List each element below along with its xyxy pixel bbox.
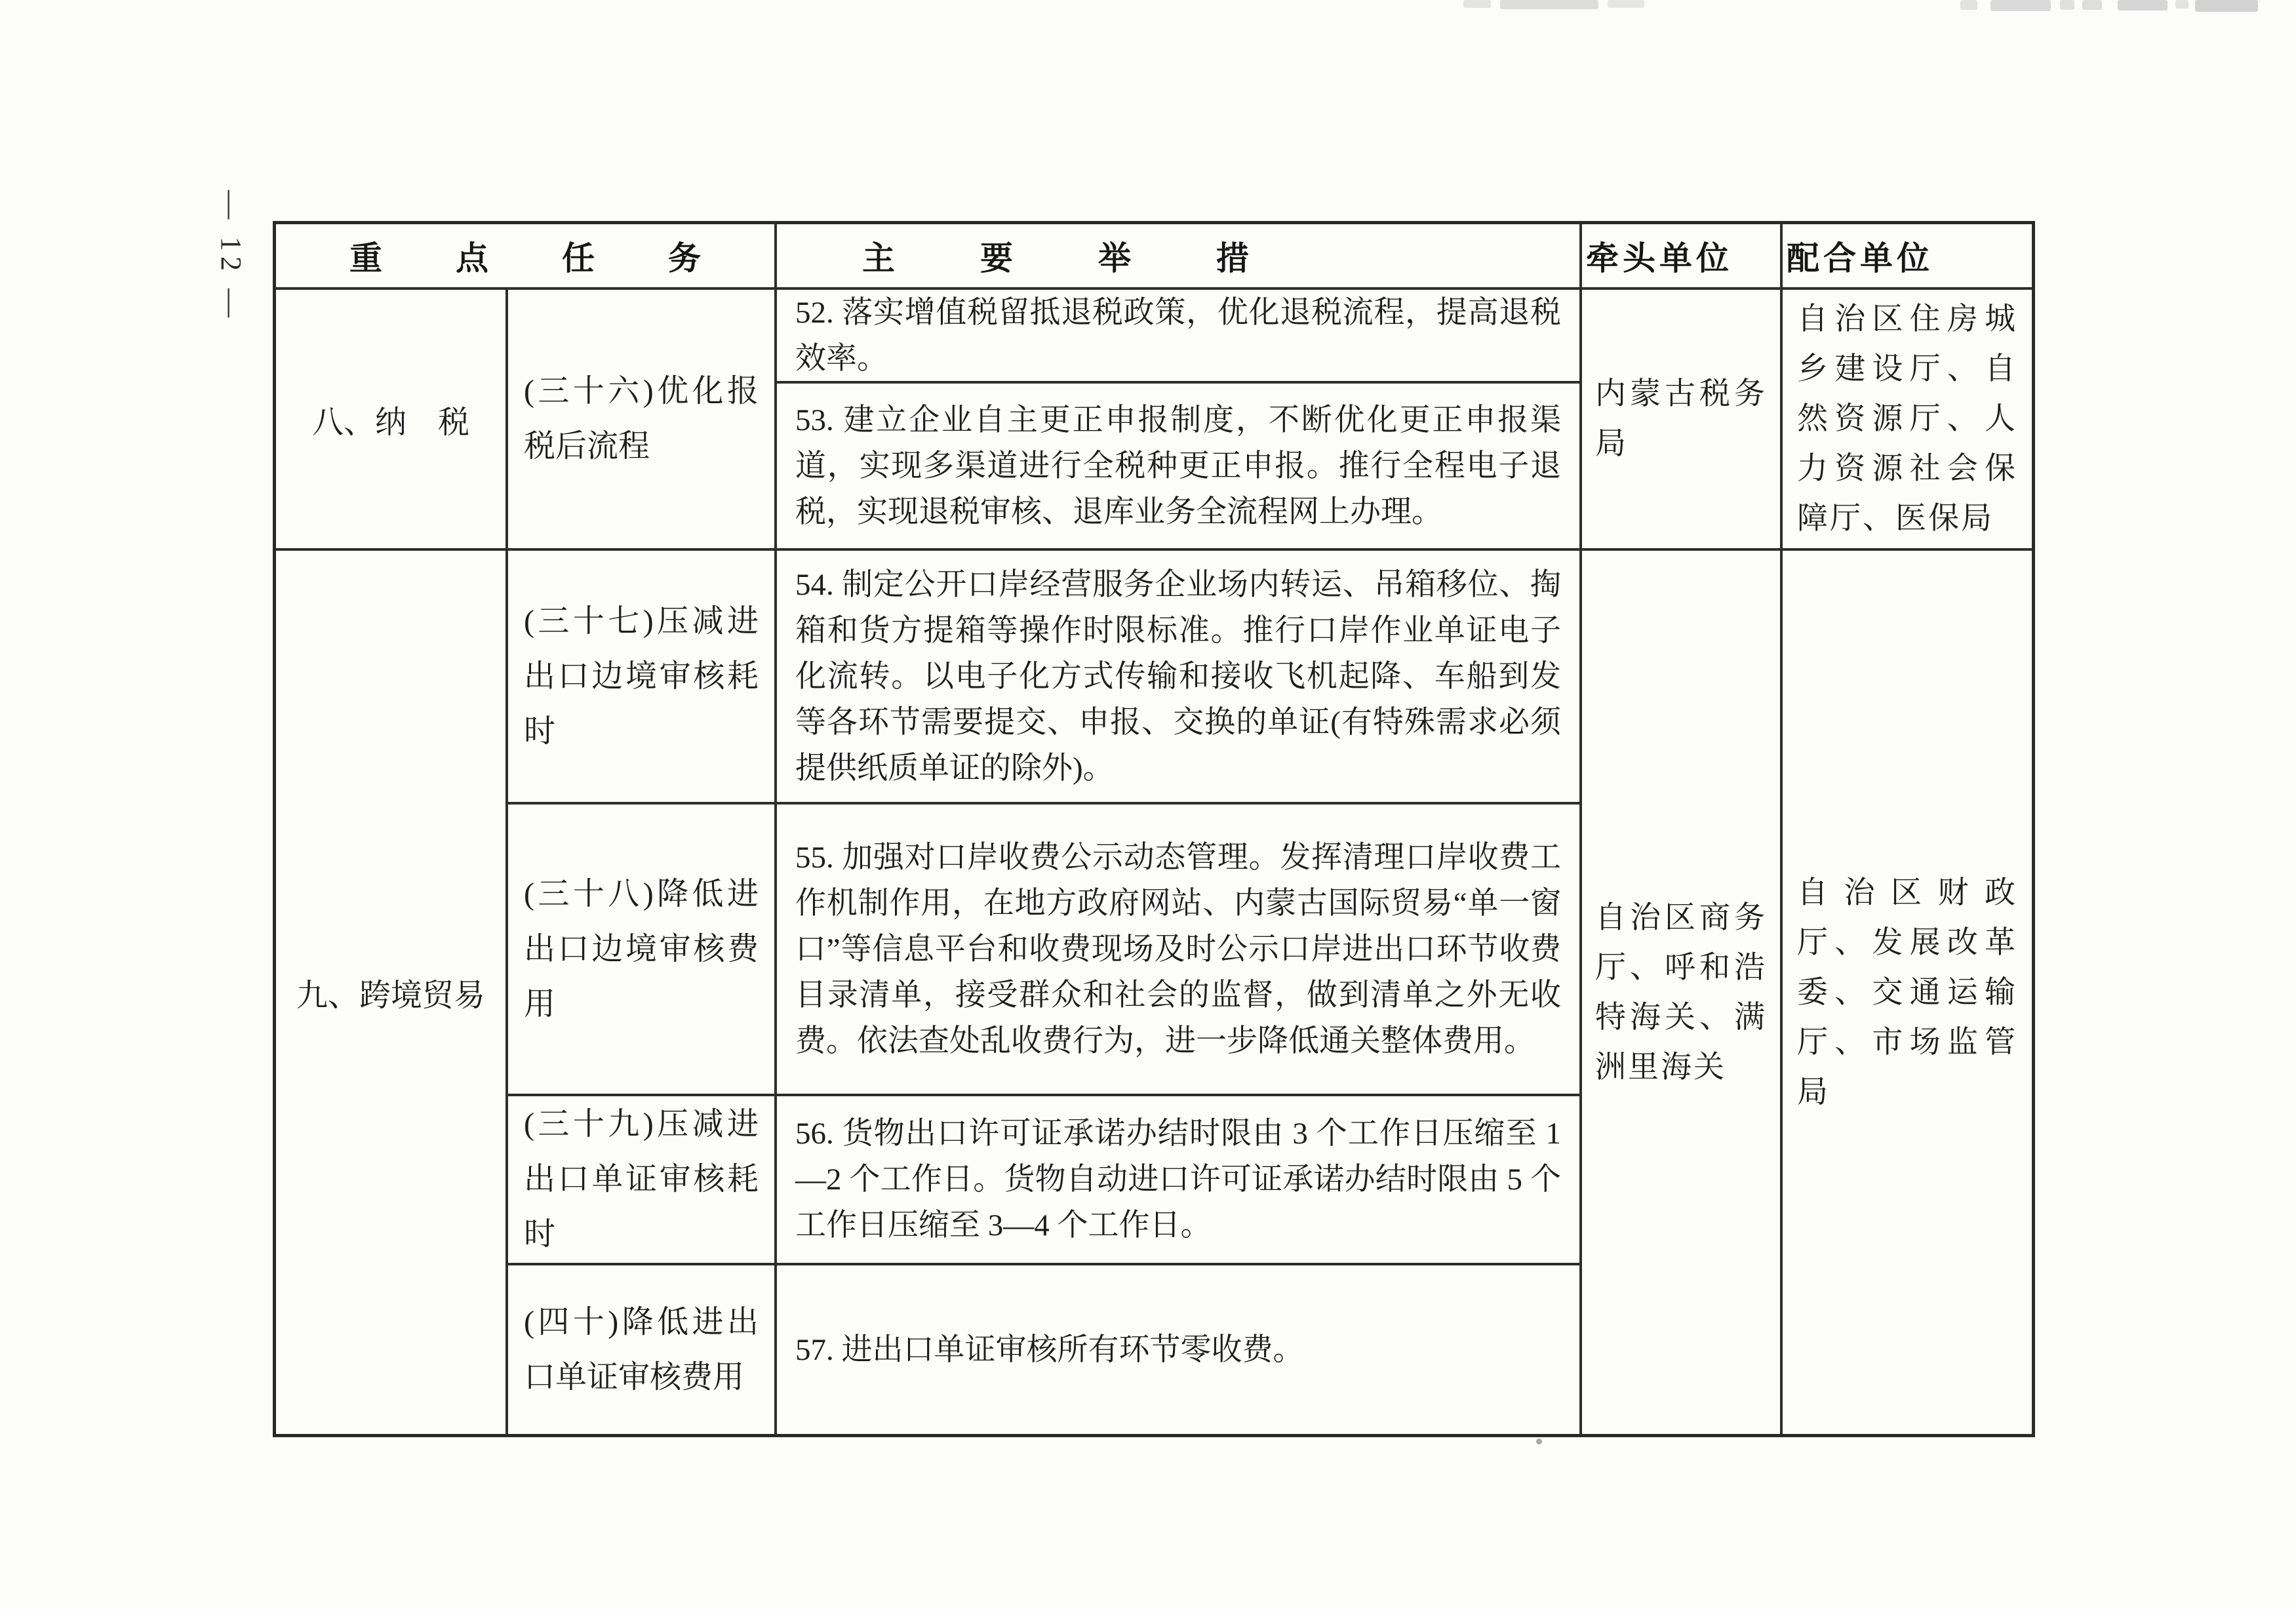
category-taxation-label: 八、纳 税: [311, 405, 469, 440]
subtask-36-label: (三十六)优化报税后流程: [524, 374, 759, 464]
lead-unit-cross-border-text: 自治区商务厅、呼和浩特海关、满洲里海关: [1595, 900, 1767, 1084]
scan-artifact: [2175, 0, 2188, 9]
scan-artifact: [2195, 0, 2258, 12]
measure-57: [777, 1265, 1582, 1434]
scan-artifact: [1990, 0, 2051, 11]
header-lead-unit: [1582, 224, 1783, 290]
scan-artifact: [2118, 0, 2167, 10]
subtask-36: [508, 290, 777, 551]
measure-57-text: 57. 进出口单证审核所有环节零收费。: [795, 1332, 1304, 1367]
scan-artifact: [1500, 0, 1598, 9]
lead-unit-cross-border: [1582, 551, 1783, 1434]
subtask-39: [508, 1096, 777, 1265]
header-lead-unit-label: 牵头单位: [1586, 240, 1733, 277]
measure-55-text: 55. 加强对口岸收费公示动态管理。发挥清理口岸收费工作机制作用，在地方政府网站、内蒙古国际贸易“单一窗口”等信息平台和收费现场及时公示口岸进出口环节收费目录清单，接受群众和社会的监督，做到清单之外无收费。依法查处乱收费行为，进一步降低通关整体费用。: [795, 840, 1561, 1058]
category-taxation: [276, 290, 508, 551]
scan-artifact: [1536, 1439, 1542, 1444]
scan-artifact: [1463, 0, 1491, 8]
category-cross-border-trade: [276, 551, 508, 1434]
support-unit-taxation-text: 自治区住房城乡建设厅、自然资源厅、人力资源社会保障厅、医保局: [1797, 302, 2017, 536]
support-unit-taxation: [1783, 290, 2032, 551]
scan-artifact: [2060, 0, 2074, 10]
header-main-measures-label: 主要举措: [862, 240, 1334, 277]
subtask-37: [508, 551, 777, 804]
measure-52: [777, 290, 1582, 384]
scan-artifact: [1608, 0, 1644, 8]
subtask-40-label: (四十)降低进出口单证审核费用: [524, 1304, 759, 1395]
measure-53-text: 53. 建立企业自主更正申报制度，不断优化更正申报渠道，实现多渠道进行全税种更正申报。推行全程电子退税，实现退税审核、退库业务全流程网上办理。: [795, 403, 1561, 529]
subtask-38: [508, 804, 777, 1096]
measure-52-text: 52. 落实增值税留抵退税政策，优化退税流程，提高退税效率。: [795, 295, 1561, 376]
scan-artifact: [2082, 0, 2102, 10]
header-key-tasks-label: 重点任务: [349, 240, 774, 277]
support-unit-cross-border-text: 自治区财政厅、发展改革委、交通运输厅、市场监管局: [1797, 875, 2017, 1109]
subtask-38-label: (三十八)降低进出口边境审核费用: [524, 876, 759, 1022]
task-table: [273, 221, 2035, 1437]
header-support-unit-label: 配合单位: [1787, 240, 1933, 277]
subtask-39-label: (三十九)压减进出口单证审核耗时: [524, 1107, 759, 1252]
measure-53: [777, 384, 1582, 551]
page-number: — 12 —: [215, 190, 247, 323]
measure-56: [777, 1096, 1582, 1265]
measure-54: [777, 551, 1582, 804]
lead-unit-taxation: [1582, 290, 1783, 551]
lead-unit-taxation-text: 内蒙古税务局: [1595, 377, 1767, 461]
scan-artifact: [1960, 0, 1977, 10]
header-main-measures: [777, 224, 1582, 290]
subtask-37-label: (三十七)压减进出口边境审核耗时: [524, 603, 759, 749]
measure-55: [777, 804, 1582, 1096]
header-key-tasks: [276, 224, 777, 290]
subtask-40: [508, 1265, 777, 1434]
category-cross-border-trade-label: 九、跨境贸易: [296, 978, 485, 1013]
measure-54-text: 54. 制定公开口岸经营服务企业场内转运、吊箱移位、掏箱和货方提箱等操作时限标准。推行口岸作业单证电子化流转。以电子化方式传输和接收飞机起降、车船到发等各环节需要提交、申报、交换的单证(有特殊需求必须提供纸质单证的除外)。: [795, 567, 1561, 785]
support-unit-cross-border: [1783, 551, 2032, 1434]
measure-56-text: 56. 货物出口许可证承诺办结时限由 3 个工作日压缩至 1—2 个工作日。货物自动进口许可证承诺办结时限由 5 个工作日压缩至 3—4 个工作日。: [795, 1117, 1561, 1242]
header-support-unit: [1783, 224, 2032, 290]
